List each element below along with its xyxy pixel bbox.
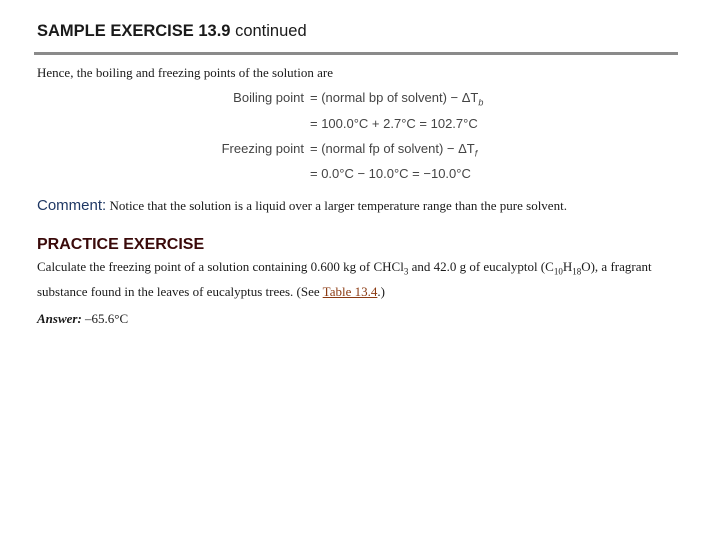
exercise-heading-number: SAMPLE EXERCISE 13.9 xyxy=(37,22,231,40)
answer-label: Answer: xyxy=(37,311,82,326)
exercise-heading xyxy=(37,22,307,41)
practice-exercise-title: PRACTICE EXERCISE xyxy=(37,236,205,253)
boiling-equation-text: = (normal bp of solvent) − ΔT xyxy=(310,90,479,105)
comment-label: Comment: xyxy=(37,197,107,214)
practice-subscript: 3 xyxy=(403,266,409,277)
practice-text-part: and 42.0 g of eucalyptol (C xyxy=(408,259,554,274)
freezing-label: Freezing point xyxy=(221,141,304,156)
boiling-equation-line2: = 100.0°C + 2.7°C = 102.7°C xyxy=(310,116,478,131)
practice-exercise-text xyxy=(37,257,667,301)
comment-paragraph xyxy=(37,197,567,215)
heading-divider xyxy=(34,52,678,55)
freezing-equation-line2: = 0.0°C − 10.0°C = −10.0°C xyxy=(310,166,471,181)
boiling-label: Boiling point xyxy=(233,90,304,105)
freezing-equation-text: = (normal fp of solvent) − ΔT xyxy=(310,141,475,156)
answer-line xyxy=(37,311,128,327)
practice-subscript: 18 xyxy=(572,266,582,277)
comment-text: Notice that the solution is a liquid over a larger temperature range than the pure solvent. xyxy=(106,198,567,213)
practice-text-part: H xyxy=(562,259,573,274)
practice-text-part: O), a fragrant substance found in the leaves of eucalyptus trees. (See xyxy=(37,259,652,299)
intro-text: Hence, the boiling and freezing points of the solution are xyxy=(37,65,334,80)
practice-subscript: 10 xyxy=(553,266,563,277)
boiling-subscript: b xyxy=(478,97,484,108)
exercise-heading-continued: continued xyxy=(230,22,307,40)
boiling-equation-line1 xyxy=(310,90,483,108)
freezing-equation-line1 xyxy=(310,141,477,159)
practice-text-part: .) xyxy=(377,283,385,299)
answer-value: –65.6°C xyxy=(81,311,129,326)
freezing-subscript: f xyxy=(474,148,478,159)
table-link[interactable]: Table 13.4 xyxy=(322,283,378,299)
practice-text-part: Calculate the freezing point of a solution containing 0.600 kg of CHCl xyxy=(37,259,404,274)
